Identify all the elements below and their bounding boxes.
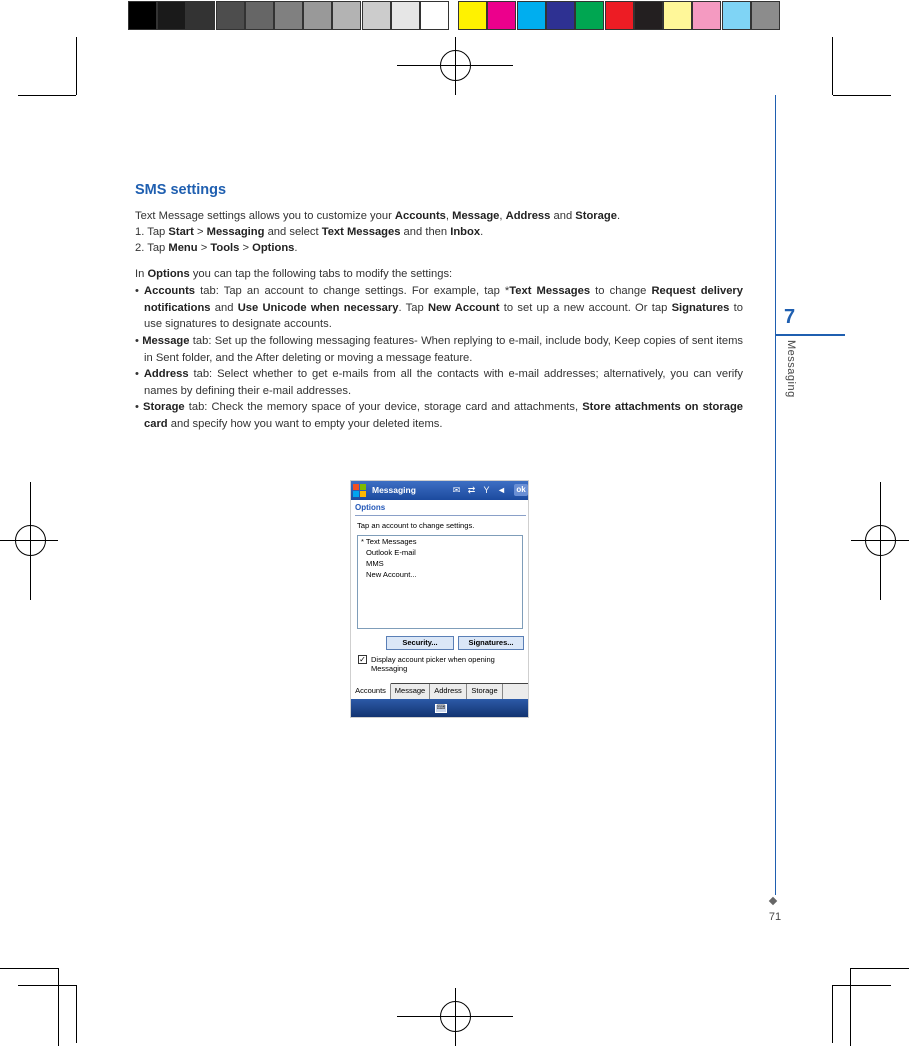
color-swatch — [420, 1, 449, 30]
ok-button[interactable]: ok — [514, 484, 528, 496]
list-item[interactable]: New Account... — [366, 570, 417, 579]
divider — [355, 515, 526, 516]
bullet-accounts: • Accounts tab: Tap an account to change settings. For example, tap *Text Messages to change Request delivery notifications and Use Unicode when necessary. Tap New Account to set up a new account. Or tap Signatures to use signatures to designate accounts. — [135, 285, 744, 331]
security-button[interactable]: Security... — [386, 636, 454, 650]
intro-paragraph: Text Message settings allows you to customize your Accounts, Message, Address and Storage. — [135, 210, 621, 222]
account-picker-checkbox[interactable]: ✓ — [359, 655, 366, 664]
chapter-name: Messaging — [785, 340, 797, 398]
color-swatch — [362, 1, 391, 30]
color-swatch — [575, 1, 604, 30]
bullet-address: • Address tab: Select whether to get e-mails from all the contacts with e-mail addresses; alternatively, you can verify names by defining their e-mail addresses. — [135, 368, 743, 397]
volume-icon[interactable]: ◄ — [497, 485, 506, 495]
list-item[interactable]: MMS — [366, 559, 384, 568]
options-intro: In Options you can tap the following tabs to modify the settings: — [135, 268, 453, 280]
color-swatch — [517, 1, 546, 30]
color-swatch — [245, 1, 274, 30]
tab-storage[interactable]: Storage — [467, 684, 503, 699]
color-swatch — [157, 1, 186, 30]
soft-key-bar — [351, 699, 529, 718]
tab-bar — [351, 683, 529, 700]
color-swatch — [303, 1, 332, 30]
prompt-text: Tap an account to change settings. — [357, 521, 475, 530]
color-swatch — [663, 1, 692, 30]
color-swatch — [487, 1, 516, 30]
color-swatch — [332, 1, 361, 30]
chapter-number: 7 — [784, 306, 796, 328]
diamond-icon — [769, 897, 777, 905]
tab-accounts[interactable]: Accounts — [351, 683, 391, 699]
color-swatch — [458, 1, 487, 30]
color-swatch — [128, 1, 157, 30]
tab-message[interactable]: Message — [391, 684, 430, 699]
color-swatch — [216, 1, 245, 30]
page-number: 71 — [768, 911, 782, 923]
color-swatch — [605, 1, 634, 30]
windows-start-icon[interactable] — [353, 484, 366, 497]
color-swatch — [274, 1, 303, 30]
bullet-storage: • Storage tab: Check the memory space of your device, storage card and attachments, Store attachments on storage card and specify how you want to empty your deleted items. — [135, 401, 743, 430]
color-swatch — [634, 1, 663, 30]
list-item[interactable]: * Text Messages — [361, 537, 417, 546]
page-title: Options — [355, 503, 386, 512]
tab-address[interactable]: Address — [430, 684, 467, 699]
color-swatch — [186, 1, 215, 30]
message-status-icon[interactable]: ✉ — [452, 485, 461, 495]
signal-icon[interactable]: Y — [483, 485, 490, 495]
title-bar — [351, 481, 529, 500]
color-swatch — [546, 1, 575, 30]
device-screenshot — [350, 480, 529, 718]
color-swatch — [391, 1, 420, 30]
color-swatch — [722, 1, 751, 30]
color-swatch — [692, 1, 721, 30]
app-title: Messaging — [372, 485, 416, 495]
account-picker-label: Display account picker when opening Messaging — [371, 655, 495, 673]
step-1: 1. Tap Start > Messaging and select Text Messages and then Inbox. — [135, 226, 484, 238]
accounts-listbox[interactable] — [357, 535, 523, 629]
color-swatch — [751, 1, 780, 30]
connectivity-icon[interactable]: ⇄ — [467, 485, 476, 495]
signatures-button[interactable]: Signatures... — [458, 636, 524, 650]
section-heading: SMS settings — [135, 182, 227, 198]
bullet-message: • Message tab: Set up the following messaging features- When replying to e-mail, include body, Keep copies of sent items in Sent folder, and the After deleting or moving a message feature. — [135, 335, 743, 364]
list-item[interactable]: Outlook E-mail — [366, 548, 416, 557]
step-2: 2. Tap Menu > Tools > Options. — [135, 242, 298, 254]
keyboard-icon[interactable]: ⌨ — [436, 705, 446, 711]
